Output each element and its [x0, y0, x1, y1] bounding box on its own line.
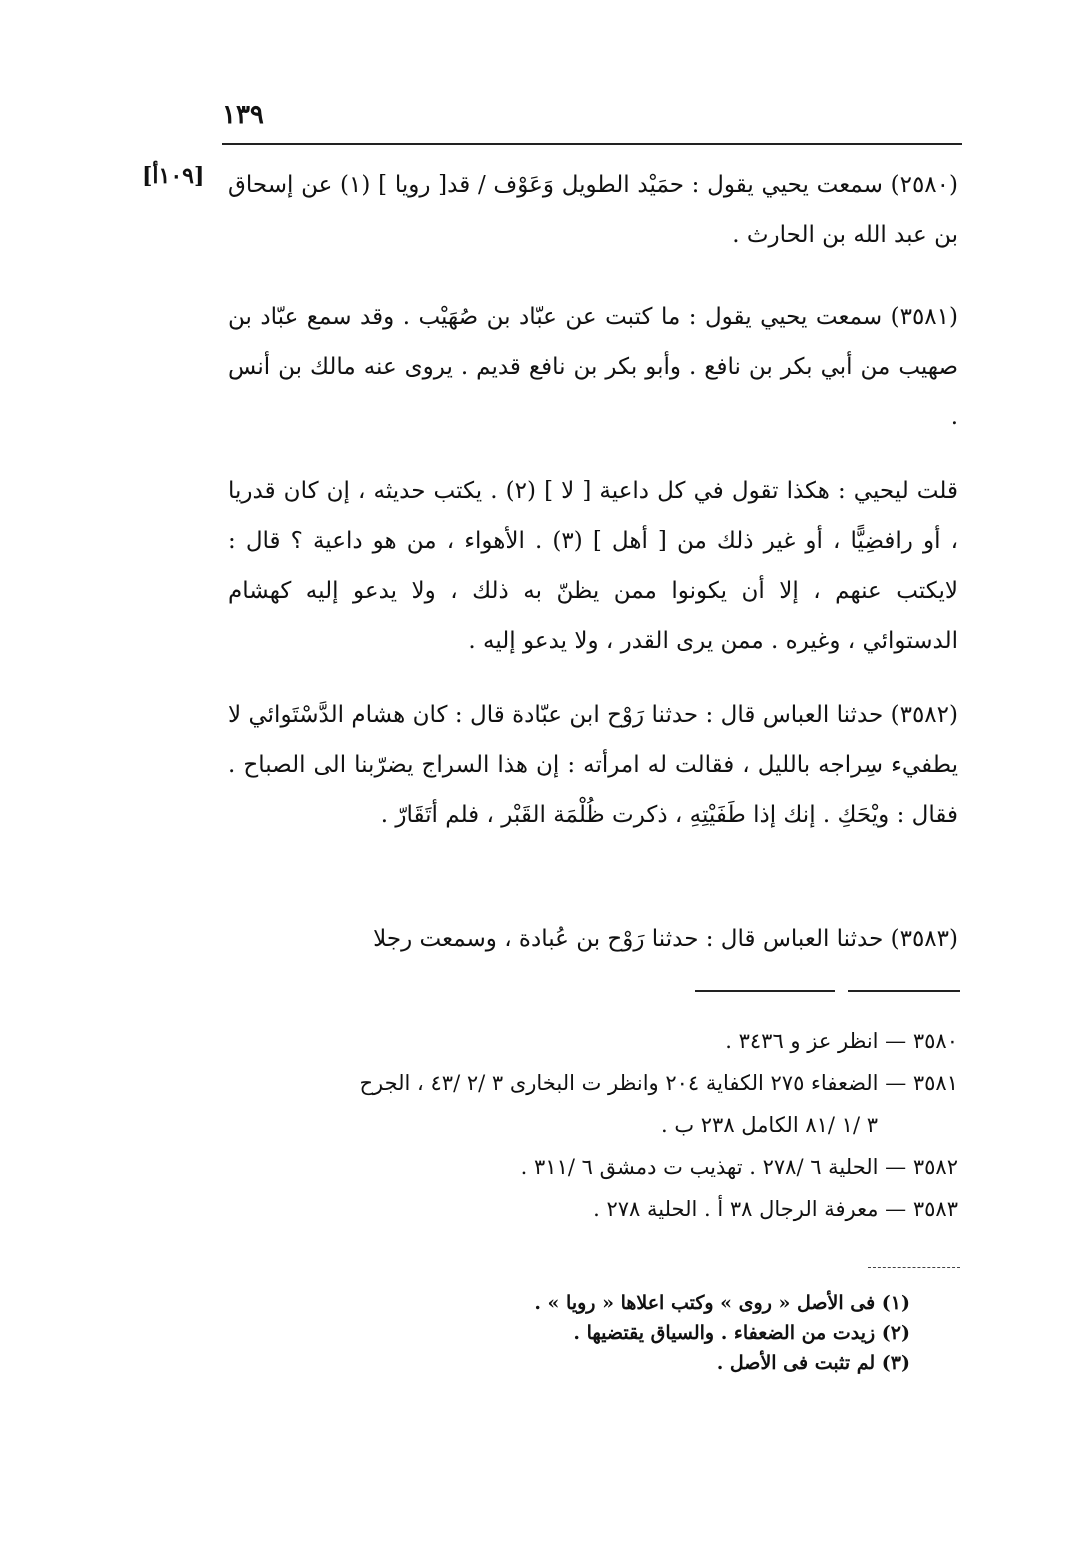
paragraph-text: (٣٥٨١) سمعت يحيي يقول : ما كتبت عن عبّاد بن صُهَيْب . وقد سمع عبّاد بن صهيب من أبي بكر بن نافع . وأبو بكر بن نافع قديم . يروى عنه مالك بن أنس . — [228, 304, 958, 430]
paragraph-3581 — [228, 292, 958, 442]
footnotes — [430, 1288, 910, 1378]
source-3582: ٣٥٨٢ — الحلية ٦ /٢٧٨ . تهذيب ت دمشق ٦ /٣١١ . — [520, 1155, 958, 1179]
footnote-1: (١) فى الأصل « روى » وكتب اعلاها « رويا » . — [534, 1292, 910, 1314]
footnote-separator-right — [848, 990, 960, 992]
paragraph-text: (٢٥٨٠) سمعت يحيي يقول : حمَيْد الطويل وَعَوْف / قد[ رويا ] (١) عن إسحاق بن عبد الله بن الحارث . — [228, 172, 958, 248]
notes-separator — [868, 1267, 960, 1268]
source-3581: ٣٥٨١ — الضعفاء ٢٧٥ الكفاية ٢٠٤ وانظر ت البخارى ٣ /٢ /٤٣ ، الجرح — [359, 1071, 958, 1095]
source-3580: ٣٥٨٠ — انظر عز و ٣٤٣٦ . — [725, 1029, 958, 1053]
paragraph-3583 — [228, 914, 958, 964]
source-3583: ٣٥٨٣ — معرفة الرجال ٣٨ أ . الحلية ٢٧٨ . — [593, 1197, 958, 1221]
source-references — [228, 1022, 958, 1232]
footnote-3: (٣) لم تثبت فى الأصل . — [716, 1352, 910, 1374]
source-3581-continued: ٣ /١ /٨١ الكامل ٢٣٨ ب . — [660, 1113, 878, 1137]
paragraph-text: (٣٥٨٣) حدثنا العباس قال : حدثنا رَوْح بن عُبادة ، وسمعت رجلا — [373, 926, 958, 952]
footnote-separator-left — [695, 990, 835, 992]
paragraph-question — [228, 466, 958, 666]
paragraph-text: قلت ليحيي : هكذا تقول في كل داعية [ لا ] (٢) . يكتب حديثه ، إن كان قدريا ، أو رافضِيًّا ، أو غير ذلك من [ أهل ] (٣) . الأهواء ، من هو داعية ؟ قال : لايكتب عنهم ، إلا أن يكونوا ممن يظنّ به ذلك ، ولا يدعو إليه كهشام الدستوائي ، وغيره . ممن يرى القدر ، ولا يدعو إليه . — [228, 478, 958, 654]
paragraph-3580 — [228, 160, 958, 260]
paragraph-text: (٣٥٨٢) حدثنا العباس قال : حدثنا رَوْح ابن عبّادة قال : كان هشام الدَّسْتَوائي لا يطفيء سِراجه بالليل ، فقالت له امرأته : إن هذا السراج يضرّبنا الى الصباح . فقال : ويْحَكِ . إنك إذا طَفَيْتِهِ ، ذكرت ظُلْمَة القَبْر ، فلم أتَقَارّ . — [228, 702, 958, 828]
margin-folio-reference: [١٠٩أ] — [142, 163, 205, 189]
page-number: ١٣٩ — [222, 100, 264, 130]
header-rule — [222, 143, 962, 145]
footnote-2: (٢) زيدت من الضعفاء . والسياق يقتضيها . — [573, 1322, 910, 1344]
paragraph-3582 — [228, 690, 958, 840]
